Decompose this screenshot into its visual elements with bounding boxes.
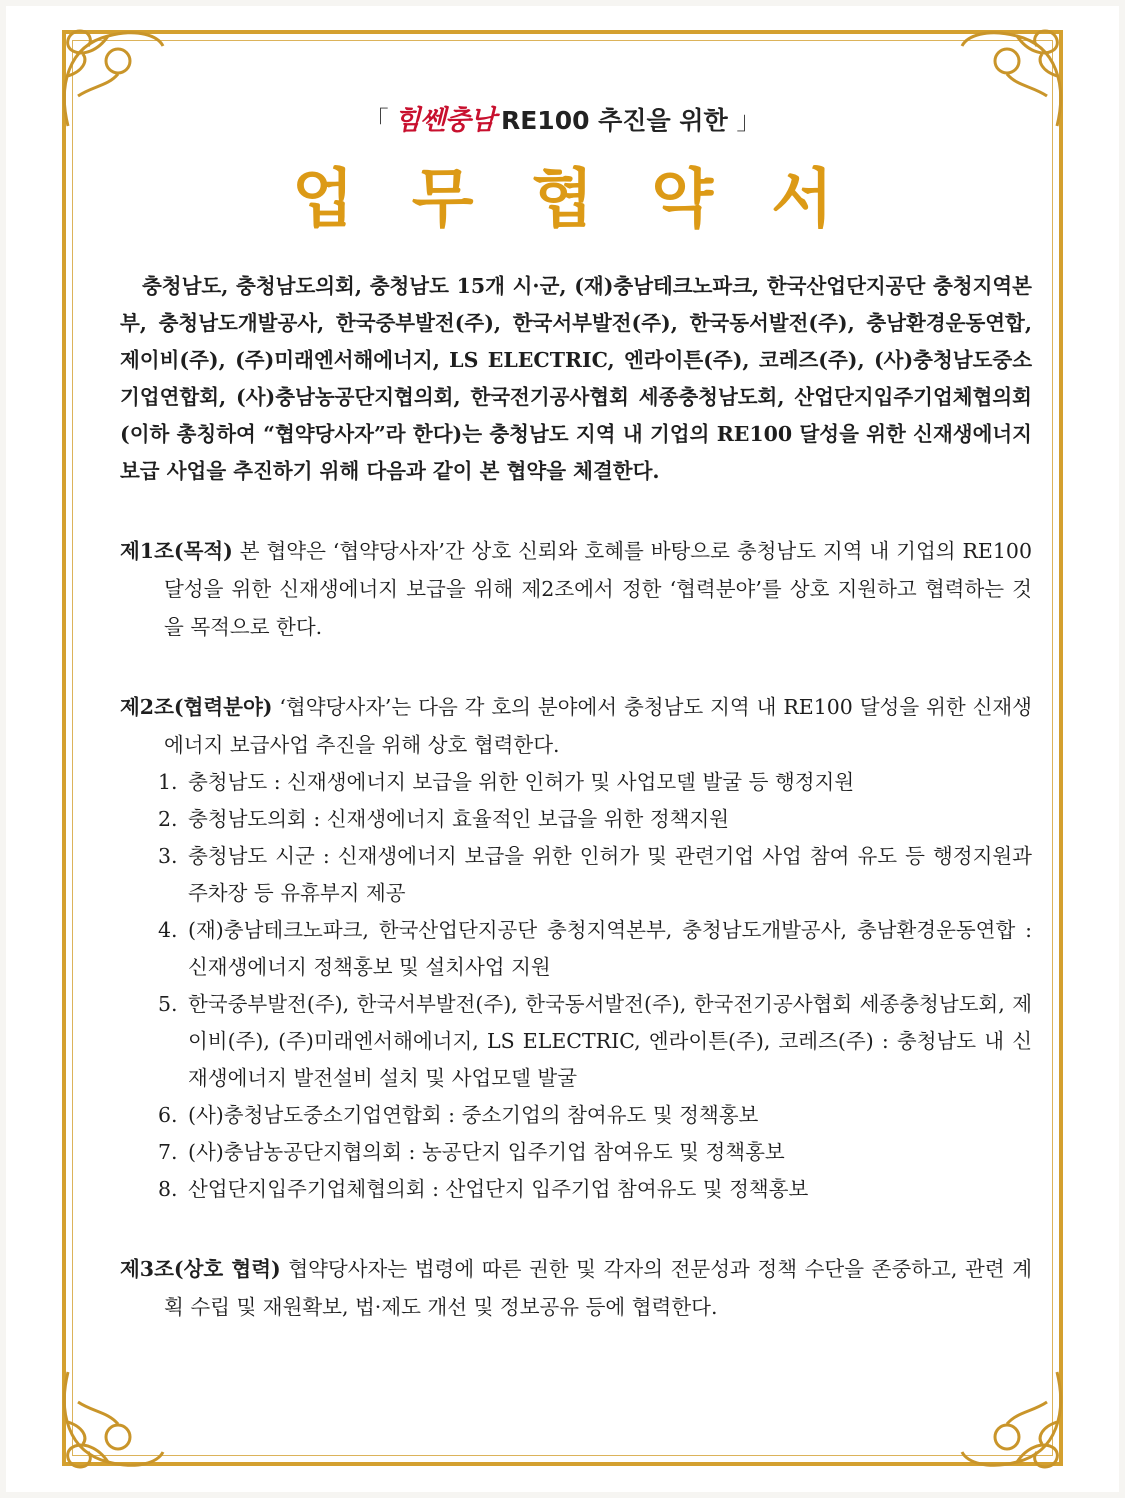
list-item-number: 4.: [158, 918, 178, 942]
list-item: [120, 986, 1032, 1097]
list-item-text: 충청남도 시군 : 신재생에너지 보급을 위한 인허가 및 관련기업 사업 참여 유도 등 행정지원과 주차장 등 유휴부지 제공: [188, 844, 1032, 905]
list-item-text: 한국중부발전(주), 한국서부발전(주), 한국동서발전(주), 한국전기공사협회 세종충청남도회, 제이비(주), (주)미래엔서해에너지, LS ELECTRIC, 엔라이튼(주), 코레즈(주) : 충청남도 내 신재생에너지 발전설비 설치 및 사업모델 발굴: [188, 992, 1032, 1090]
header-close-bracket: 」: [736, 106, 762, 135]
header-open-bracket: 「: [363, 106, 389, 135]
document-header: [0, 98, 1125, 137]
list-item-text: 충청남도의회 : 신재생에너지 효율적인 보급을 위한 정책지원: [188, 807, 730, 831]
brand-logo: 힘쎈충남: [394, 105, 495, 136]
list-item-number: 3.: [158, 844, 178, 868]
list-item: [120, 764, 1032, 801]
list-item-number: 6.: [158, 1103, 178, 1127]
article-2: [120, 688, 1032, 1208]
list-item-text: (사)충남농공단지협의회 : 농공단지 입주기업 참여유도 및 정책홍보: [188, 1140, 785, 1164]
list-item-text: (재)충남테크노파크, 한국산업단지공단 충청지역본부, 충청남도개발공사, 충남환경운동연합 : 신재생에너지 정책홍보 및 설치사업 지원: [188, 918, 1032, 979]
document-body: [120, 268, 1032, 1326]
list-item-text: 충청남도 : 신재생에너지 보급을 위한 인허가 및 사업모델 발굴 등 행정지원: [188, 770, 855, 794]
article-3-heading: 제3조(상호 협력): [120, 1257, 281, 1281]
list-item: [120, 838, 1032, 912]
preamble-paragraph: 충청남도, 충청남도의회, 충청남도 15개 시·군, (재)충남테크노파크, 한국산업단지공단 충청지역본부, 충청남도개발공사, 한국중부발전(주), 한국서부발전(주), 한국동서발전(주), 충남환경운동연합, 제이비(주), (주)미래엔서해에너지, LS ELECTRIC, 엔라이튼(주), 코레즈(주), (사)충청남도중소기업연합회, (사)충남농공단지협의회, 한국전기공사협회 세종충청남도회, 산업단지입주기업체협의회(이하 총칭하여 “협약당사자”라 한다)는 충청남도 지역 내 기업의 RE100 달성을 위한 신재생에너지 보급 사업을 추진하기 위해 다음과 같이 본 협약을 체결한다.: [120, 274, 1032, 483]
list-item: [120, 912, 1032, 986]
header-subtitle: RE100 추진을 위한: [500, 106, 728, 135]
corner-ornament-icon: [947, 1352, 1077, 1482]
article-2-text: ‘협약당사자’는 다음 각 호의 분야에서 충청남도 지역 내 RE100 달성을 위한 신재생에너지 보급사업 추진을 위해 상호 협력한다.: [164, 695, 1032, 757]
list-item-number: 5.: [158, 992, 178, 1016]
list-item: [120, 1134, 1032, 1171]
corner-ornament-icon: [48, 1352, 178, 1482]
list-item-number: 7.: [158, 1140, 178, 1164]
list-item-number: 8.: [158, 1177, 178, 1201]
list-item: [120, 1097, 1032, 1134]
article-1-heading: 제1조(목적): [120, 539, 233, 563]
article-2-heading: 제2조(협력분야): [120, 695, 273, 719]
list-item: [120, 801, 1032, 838]
list-item-number: 2.: [158, 807, 178, 831]
document-title: 업무협약서: [291, 163, 892, 237]
article-1: [120, 532, 1032, 646]
list-item-text: (사)충청남도중소기업연합회 : 중소기업의 참여유도 및 정책홍보: [188, 1103, 759, 1127]
list-item-number: 1.: [158, 770, 178, 794]
article-3: [120, 1250, 1032, 1326]
list-item: [120, 1171, 1032, 1208]
cooperation-list: [120, 764, 1032, 1208]
article-1-text: 본 협약은 ‘협약당사자’간 상호 신뢰와 호혜를 바탕으로 충청남도 지역 내 기업의 RE100 달성을 위한 신재생에너지 보급을 위해 제2조에서 정한 ‘협력분야’를 상호 지원하고 협력하는 것을 목적으로 한다.: [164, 539, 1032, 639]
article-3-text: 협약당사자는 법령에 따른 권한 및 각자의 전문성과 정책 수단을 존중하고, 관련 계획 수립 및 재원확보, 법·제도 개선 및 정보공유 등에 협력한다.: [164, 1257, 1032, 1319]
list-item-text: 산업단지입주기업체협의회 : 산업단지 입주기업 참여유도 및 정책홍보: [188, 1177, 809, 1201]
